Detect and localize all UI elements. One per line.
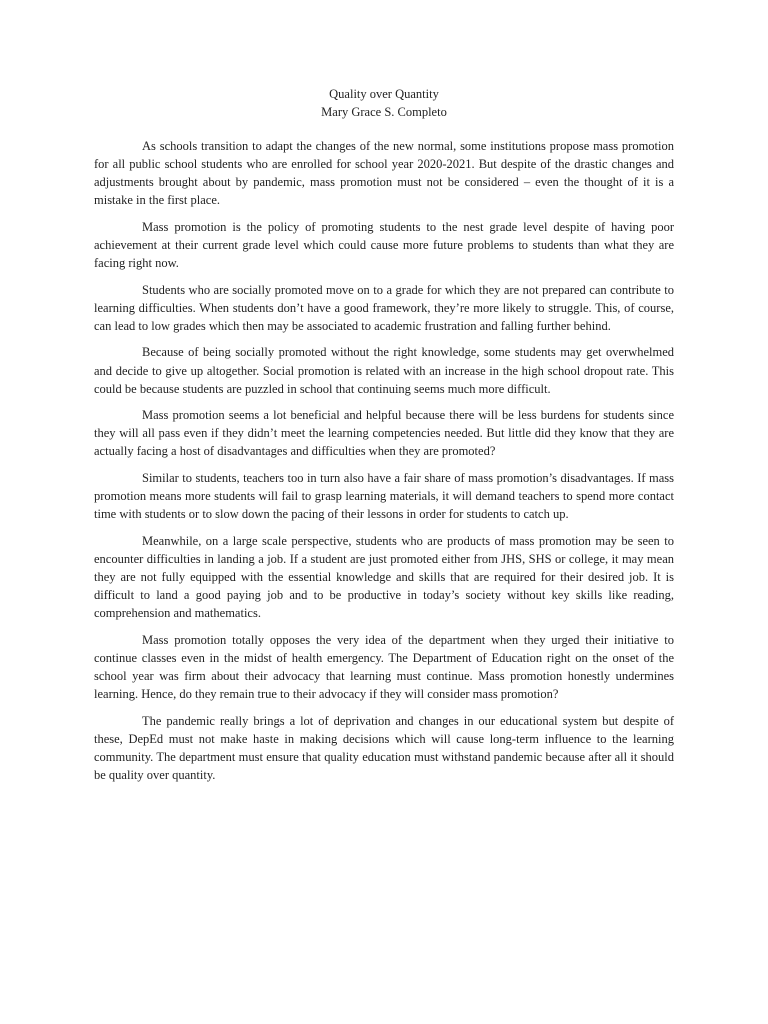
paragraph: Mass promotion totally opposes the very idea of the department when they urged their initiative to continue classes even in the midst of health emergency. The Department of Education right on the onset of the school year was firm about their advocacy that learning must continue. Mass promotion honestly undermines learning. Hence, do they remain true to their advocacy if they will consider mass promotion? xyxy=(94,632,674,702)
paragraph: Meanwhile, on a large scale perspective, students who are products of mass promotion may be seen to encounter difficulties in landing a job. If a student are just promoted either from JHS, SHS or college, it may mean they are not fully equipped with the essential knowledge and skills that are required for their desired job. It is difficult to land a good paying job and to be productive in today’s society without key skills like reading, comprehension and mathematics. xyxy=(94,533,674,621)
paragraph: The pandemic really brings a lot of deprivation and changes in our educational system but despite of these, DepEd must not make haste in making decisions which will cause long-term influence to the learning community. The department must ensure that quality education must withstand pandemic because after all it should be quality over quantity. xyxy=(94,713,674,782)
paragraph: Mass promotion is the policy of promoting students to the nest grade level despite of having poor achievement at their current grade level which could cause more future problems to students than what they are facing right now. xyxy=(94,219,674,271)
paragraph: Because of being socially promoted without the right knowledge, some students may get overwhelmed and decide to give up altogether. Social promotion is related with an increase in the high school dropout rate. This could be because students are puzzled in school that continuing seems much more difficult. xyxy=(94,345,674,396)
paragraph: Similar to students, teachers too in turn also have a fair share of mass promotion’s disadvantages. If mass promotion means more students will fail to grasp learning materials, it will demand teachers to spend more contact time with students or to slow down the pacing of their lessons in order for students to catch up. xyxy=(94,471,674,522)
paragraph: Students who are socially promoted move on to a grade for which they are not prepared can contribute to learning difficulties. When students don’t have a good framework, they’re more likely to struggle. This, of course, can lead to low grades which then may be associated to academic frustration and falling further behind. xyxy=(94,282,674,333)
document-title: Quality over Quantity xyxy=(329,87,439,101)
paragraph: Mass promotion seems a lot beneficial and helpful because there will be less burdens for students since they will all pass even if they didn’t meet the learning competencies needed. But little did they know that they are actually facing a host of disadvantages and difficulties when they are promoted? xyxy=(94,408,674,459)
document-author: Mary Grace S. Completo xyxy=(321,104,447,119)
document-header xyxy=(0,86,768,121)
paragraph: As schools transition to adapt the changes of the new normal, some institutions propose mass promotion for all public school students who are enrolled for school year 2020-2021. But despite of the drastic changes and adjustments brought about by pandemic, mass promotion must not be considered – even the thought of it is a mistake in the first place. xyxy=(94,139,674,208)
document-body xyxy=(94,137,674,793)
